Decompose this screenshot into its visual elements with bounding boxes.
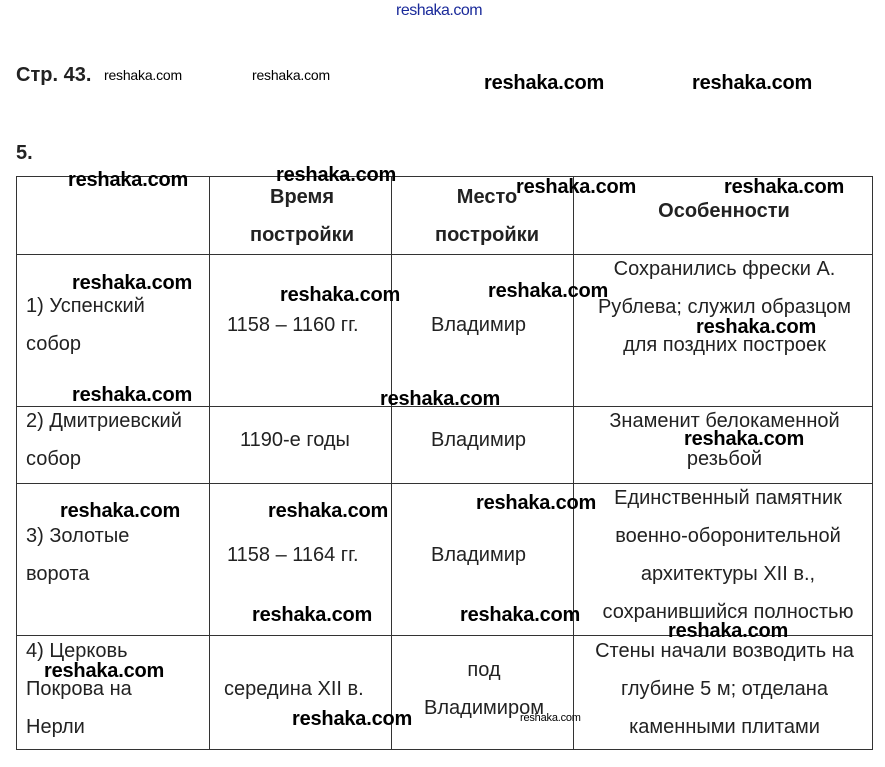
watermark: reshaka.com bbox=[516, 176, 637, 198]
row3-place: Владимир bbox=[431, 544, 527, 566]
site-link[interactable]: reshaka.com bbox=[396, 2, 483, 19]
row1-name: 1) Успенский собор bbox=[26, 295, 145, 355]
watermark: reshaka.com bbox=[692, 72, 813, 94]
watermark: reshaka.com bbox=[488, 280, 609, 302]
watermark: reshaka.com bbox=[276, 164, 397, 186]
watermark: reshaka.com bbox=[72, 384, 193, 406]
watermark: reshaka.com bbox=[684, 428, 805, 450]
watermark: reshaka.com bbox=[72, 272, 193, 294]
row1-time: 1158 – 1160 гг. bbox=[227, 314, 359, 336]
watermark: reshaka.com bbox=[44, 660, 165, 682]
watermark: reshaka.com bbox=[520, 712, 581, 724]
row3-features: Единственный памятник военно-оборонительной архитектуры XII в., сохранившийся полностью bbox=[602, 487, 854, 623]
header-features: Особенности bbox=[658, 200, 790, 222]
row3-name: 3) Золотые ворота bbox=[26, 525, 130, 585]
row4-features: Стены начали возводить на глубине 5 м; отделана каменными плитами bbox=[595, 640, 854, 738]
row2-place: Владимир bbox=[431, 429, 527, 451]
watermark: reshaka.com bbox=[252, 67, 330, 83]
header-time: Время постройки bbox=[250, 186, 354, 246]
row4-place: под Владимиром bbox=[424, 659, 544, 719]
row4-name: 4) Церковь Покрова на Нерли bbox=[26, 640, 132, 738]
watermark: reshaka.com bbox=[484, 72, 605, 94]
watermark: reshaka.com bbox=[280, 284, 401, 306]
task-number: 5. bbox=[16, 142, 33, 164]
watermark: reshaka.com bbox=[292, 708, 413, 730]
column-divider bbox=[391, 177, 392, 749]
watermark: reshaka.com bbox=[60, 500, 181, 522]
watermark: reshaka.com bbox=[668, 620, 789, 642]
watermark: reshaka.com bbox=[696, 316, 817, 338]
row2-name: 2) Дмитриевский собор bbox=[26, 410, 182, 470]
row1-features: Сохранились фрески А. Рублева; служил образцом для поздних построек bbox=[597, 258, 852, 356]
row4-time: середина XII в. bbox=[224, 678, 364, 700]
watermark: reshaka.com bbox=[476, 492, 597, 514]
row2-features: Знаменит белокаменной резьбой bbox=[609, 410, 840, 470]
watermark: reshaka.com bbox=[460, 604, 581, 626]
row2-time: 1190-е годы bbox=[240, 429, 350, 451]
watermark: reshaka.com bbox=[380, 388, 501, 410]
row3-time: 1158 – 1164 гг. bbox=[227, 544, 359, 566]
column-divider bbox=[573, 177, 574, 749]
row1-place: Владимир bbox=[431, 314, 527, 336]
watermark: reshaka.com bbox=[268, 500, 389, 522]
header-place: Место постройки bbox=[435, 186, 539, 246]
watermark: reshaka.com bbox=[252, 604, 373, 626]
watermark: reshaka.com bbox=[68, 169, 189, 191]
page-label: Стр. 43. bbox=[16, 64, 92, 86]
watermark: reshaka.com bbox=[104, 67, 182, 83]
watermark: reshaka.com bbox=[724, 176, 845, 198]
